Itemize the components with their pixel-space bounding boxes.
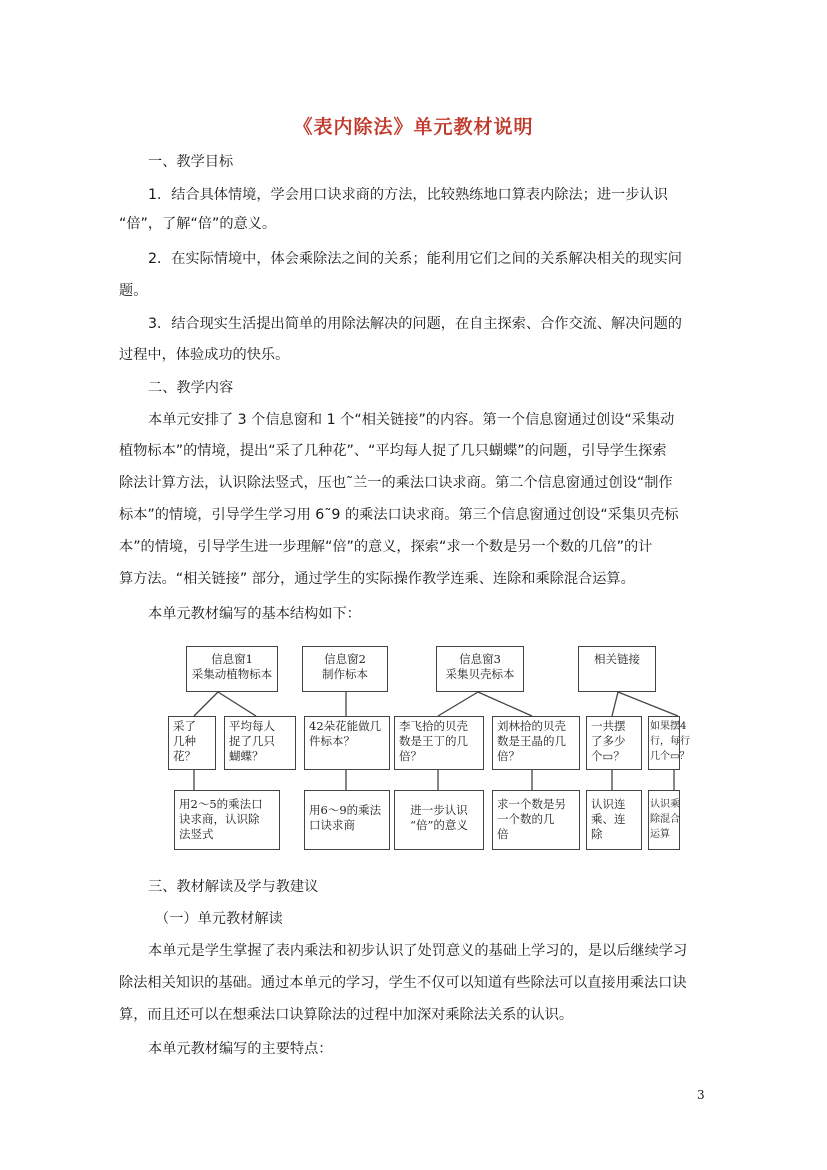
paragraph-line: 本单元是学生掌握了表内乘法和初步认识了处罚意义的基础上学习的，是以后继续学习 <box>148 943 688 959</box>
box-line: 乘、连 <box>591 812 626 826</box>
box-line: 数是王晶的几 <box>497 734 566 748</box>
question-box <box>492 716 580 770</box>
paragraph-line: 题。 <box>119 283 148 299</box>
box-line: 采集贝壳标本 <box>445 667 515 681</box>
box-line: 信息窗1 <box>211 652 253 666</box>
box-line: 行，每行 <box>650 736 690 747</box>
question-box <box>586 716 642 770</box>
question-box <box>168 716 216 770</box>
box-line: 花？ <box>173 749 196 763</box>
question-box <box>648 716 690 770</box>
page-number: 3 <box>697 1088 705 1102</box>
document-title: 《表内除法》单元教材说明 <box>293 116 534 138</box>
method-box <box>174 790 280 850</box>
box-line: 捉了几只 <box>229 734 275 748</box>
box-line: 诀求商，认识除 <box>179 812 260 826</box>
paragraph-line: 除法相关知识的基础。通过本单元的学习，学生不仅可以知道有些除法可以直接用乘法口诀 <box>119 975 687 991</box>
box-line: 用2～5的乘法口 <box>179 797 263 811</box>
method-box <box>304 790 390 850</box>
paragraph-line: 3．结合现实生活提出简单的用除法解决的问题，在自主探索、合作交流、解决问题的 <box>148 316 682 332</box>
box-line: 进一步认识 <box>410 803 468 817</box>
box-line: 倍 <box>497 827 509 841</box>
paragraph-line: 标本”的情境，引导学生学习用 6˜9 的乘法口诀求商。第三个信息窗通过创设“采集贝壳标 <box>119 507 679 523</box>
box-line: 平均每人 <box>229 719 275 733</box>
box-line: 了多少 <box>591 734 626 748</box>
box-line: 采集动植物标本 <box>191 667 273 681</box>
question-box <box>304 716 390 770</box>
box-line: 42朵花能做几 <box>309 719 382 733</box>
box-line: 一共摆 <box>591 719 626 733</box>
section-heading-content: 二、教学内容 <box>148 380 234 396</box>
related-links-box <box>578 646 656 692</box>
paragraph-line: 本”的情境，引导学生进一步理解“倍”的意义，探索“求一个数是另一个数的几倍”的计 <box>119 539 653 555</box>
box-line: 一个数的几 <box>497 812 555 826</box>
info-window-2-box <box>302 646 388 692</box>
question-box <box>224 716 296 770</box>
box-line: 倍？ <box>497 749 520 763</box>
box-line: 个▭？ <box>591 749 625 763</box>
box-line: 求一个数是另 <box>497 797 566 811</box>
box-line: 相关链接 <box>594 652 640 666</box>
box-line: 口诀求商 <box>309 818 355 832</box>
box-line: 李飞拾的贝壳 <box>399 719 468 733</box>
box-line: 制作标本 <box>322 667 368 681</box>
method-box <box>586 790 642 850</box>
paragraph-line: 本单元教材编写的基本结构如下： <box>148 606 361 622</box>
box-line: 如果摆4 <box>650 721 687 732</box>
info-window-1-box <box>186 646 278 692</box>
paragraph-line: 2．在实际情境中，体会乘除法之间的关系；能利用它们之间的关系解决相关的现实问 <box>148 251 682 267</box>
paragraph-line: 1．结合具体情境，学会用口诀求商的方法，比较熟练地口算表内除法；进一步认识 <box>148 187 668 203</box>
box-line: 几种 <box>173 734 196 748</box>
paragraph-line: 除法计算方法，认识除法竖式，压也˜兰一的乘法口诀求商。第二个信息窗通过创设“制作 <box>119 475 673 491</box>
box-line: 几个▭？ <box>650 751 690 762</box>
subsection-heading: （一）单元教材解读 <box>155 911 283 927</box>
box-line: 除 <box>591 827 603 841</box>
paragraph-line: 本单元教材编写的主要特点： <box>148 1041 333 1057</box>
question-box <box>394 716 484 770</box>
info-window-3-box <box>436 646 524 692</box>
box-line: 认识连 <box>591 797 626 811</box>
section-heading-goals: 一、教学目标 <box>148 154 234 170</box>
box-line: 运算 <box>650 829 670 840</box>
paragraph-line: 算，而且还可以在想乘法口诀算除法的过程中加深对乘除法关系的认识。 <box>119 1007 574 1023</box>
box-line: 蝴蝶？ <box>229 749 264 763</box>
structure-diagram <box>160 638 690 858</box>
method-box <box>492 790 580 850</box>
paragraph-line: 算方法。“相关链接” 部分，通过学生的实际操作教学连乘、连除和乘除混合运算。 <box>119 571 635 587</box>
box-line: 用6～9的乘法 <box>309 803 382 817</box>
paragraph-line: 植物标本”的情境，提出“采了几种花”、“平均每人捉了几只蝴蝶”的问题，引导学生探索 <box>119 443 667 459</box>
box-line: 数是王丁的几 <box>399 734 468 748</box>
box-line: “倍”的意义 <box>410 818 468 832</box>
box-line: 认识乘 <box>650 799 680 810</box>
box-line: 除混合 <box>650 814 680 825</box>
section-heading-interpretation: 三、教材解读及学与教建议 <box>148 879 319 895</box>
box-line: 信息窗2 <box>324 652 366 666</box>
box-line: 件标本？ <box>309 734 355 748</box>
box-line: 法竖式 <box>179 827 214 841</box>
method-box <box>648 790 680 850</box>
paragraph-line: “倍”，了解“倍”的意义。 <box>119 216 277 232</box>
paragraph-line: 过程中，体验成功的快乐。 <box>119 347 290 363</box>
box-line: 刘林拾的贝壳 <box>497 719 566 733</box>
box-line: 信息窗3 <box>459 652 501 666</box>
box-line: 采了 <box>173 719 196 733</box>
paragraph-line: 本单元安排了 3 个信息窗和 1 个“相关链接”的内容。第一个信息窗通过创设“采集动 <box>148 412 675 428</box>
method-box <box>394 790 484 850</box>
box-line: 倍？ <box>399 749 422 763</box>
